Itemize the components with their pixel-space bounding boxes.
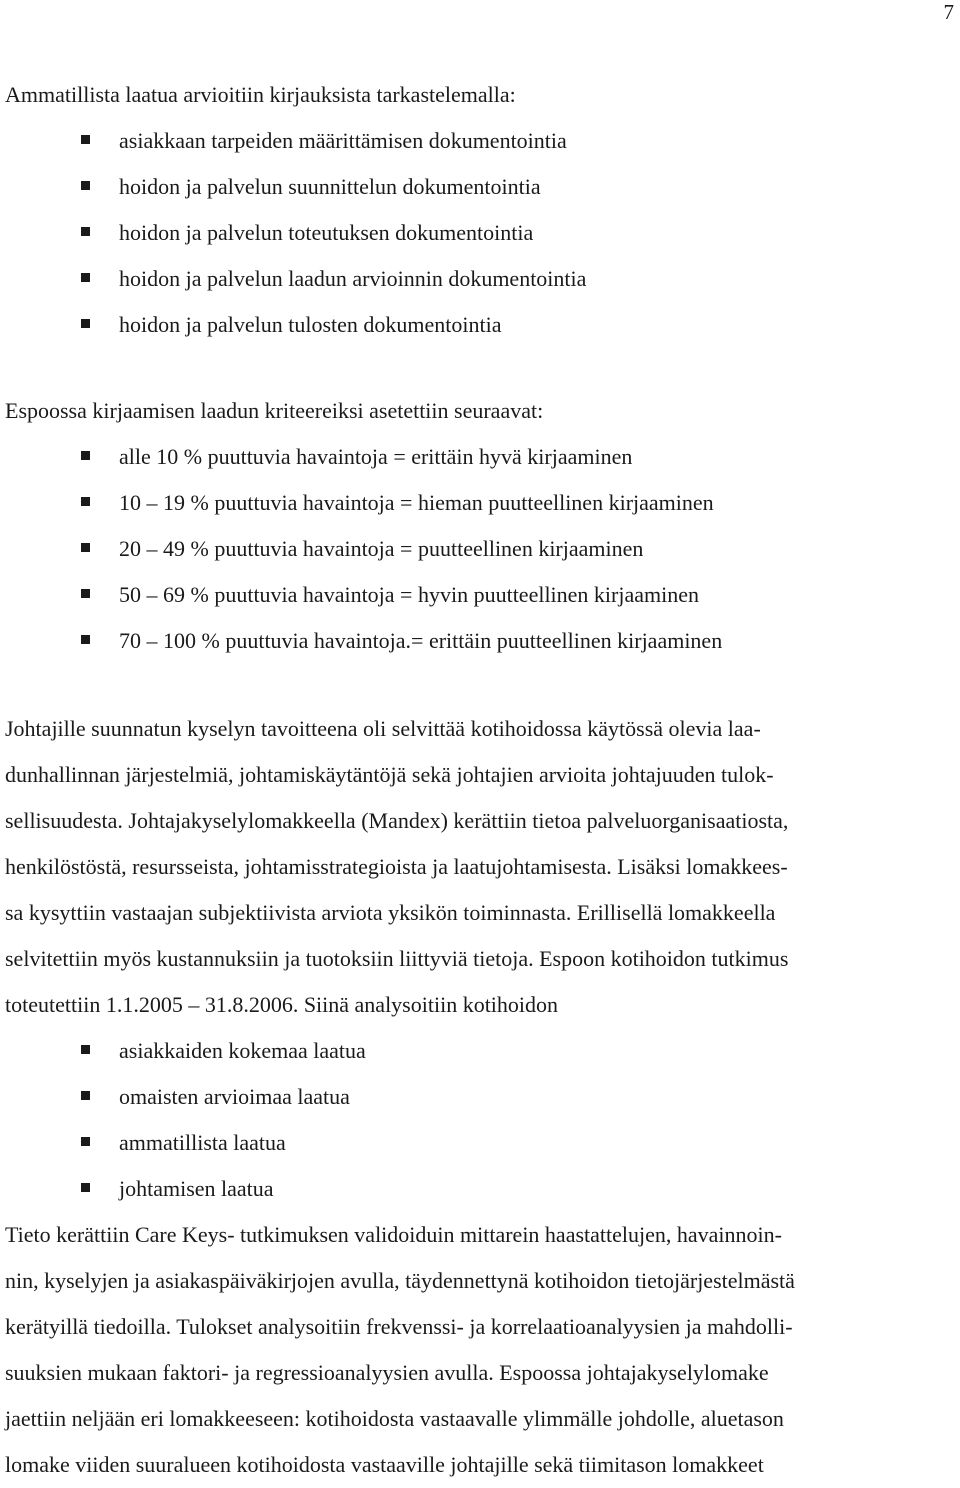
section2-intro: Espoossa kirjaamisen laadun kriteereiksi asetettiin seuraavat:	[5, 398, 544, 423]
section4-paragraph	[5, 1212, 930, 1488]
paragraph-line: sa kysyttiin vastaajan subjektiivista arviota yksikön toiminnasta. Erillisellä lomakkeella	[5, 900, 776, 925]
square-bullet-icon	[81, 543, 90, 552]
section1-intro: Ammatillista laatua arvioitiin kirjauksista tarkastelemalla:	[5, 82, 516, 107]
square-bullet-icon	[81, 319, 90, 328]
paragraph-line: jaettiin neljään eri lomakkeeseen: kotihoidosta vastaavalle ylimmälle johdolle, aluetason	[5, 1406, 784, 1431]
paragraph-line: suuksien mukaan faktori- ja regressioanalyysien avulla. Espoossa johtajakyselylomake	[5, 1360, 769, 1385]
square-bullet-icon	[81, 497, 90, 506]
section2-list	[5, 434, 930, 664]
paragraph-line: Tieto kerättiin Care Keys- tutkimuksen validoiduin mittarein haastattelujen, havainnoin-	[5, 1222, 782, 1247]
list-item: johtamisen laatua	[81, 1166, 930, 1212]
spacer	[5, 664, 930, 706]
list-item: ammatillista laatua	[81, 1120, 930, 1166]
paragraph-line: henkilöstöstä, resursseista, johtamisstrategioista ja laatujohtamisesta. Lisäksi lomakkees-	[5, 854, 788, 879]
paragraph-line: nin, kyselyjen ja asiakaspäiväkirjojen avulla, täydennettynä kotihoidon tietojärjestelmästä	[5, 1268, 795, 1293]
square-bullet-icon	[81, 227, 90, 236]
square-bullet-icon	[81, 635, 90, 644]
section1-list	[5, 118, 930, 348]
square-bullet-icon	[81, 1137, 90, 1146]
paragraph-line: toteutettiin 1.1.2005 – 31.8.2006. Siinä analysoitiin kotihoidon	[5, 992, 559, 1017]
page-number: 7	[943, 0, 954, 24]
spacer	[5, 348, 930, 388]
list-item: asiakkaan tarpeiden määrittämisen dokumentointia	[81, 118, 930, 164]
list-item: hoidon ja palvelun laadun arvioinnin dokumentointia	[81, 256, 930, 302]
square-bullet-icon	[81, 1091, 90, 1100]
paragraph-line: sellisuudesta. Johtajakyselylomakkeella (Mandex) kerättiin tietoa palveluorganisaatiosta,	[5, 808, 789, 833]
square-bullet-icon	[81, 273, 90, 282]
list-item: 70 – 100 % puuttuvia havaintoja.= erittäin puutteellinen kirjaaminen	[81, 618, 930, 664]
square-bullet-icon	[81, 181, 90, 190]
paragraph-line: kerätyillä tiedoilla. Tulokset analysoitiin frekvenssi- ja korrelaatioanalyysien ja mahdolli-	[5, 1314, 793, 1339]
paragraph-line: selvitettiin myös kustannuksiin ja tuotoksiin liittyviä tietoja. Espoon kotihoidon tutkimus	[5, 946, 789, 971]
document-body	[5, 72, 930, 1488]
list-item: 20 – 49 % puuttuvia havaintoja = puutteellinen kirjaaminen	[81, 526, 930, 572]
paragraph-line: lomake viiden suuralueen kotihoidosta vastaaville johtajille sekä tiimitason lomakkeet	[5, 1452, 764, 1477]
paragraph-line: dunhallinnan järjestelmiä, johtamiskäytäntöjä sekä johtajien arvioita johtajuuden tulok-	[5, 762, 774, 787]
square-bullet-icon	[81, 589, 90, 598]
square-bullet-icon	[81, 135, 90, 144]
square-bullet-icon	[81, 451, 90, 460]
list-item: alle 10 % puuttuvia havaintoja = erittäin hyvä kirjaaminen	[81, 434, 930, 480]
list-item: omaisten arvioimaa laatua	[81, 1074, 930, 1120]
paragraph-line: Johtajille suunnatun kyselyn tavoitteena oli selvittää kotihoidossa käytössä olevia laa-	[5, 716, 761, 741]
square-bullet-icon	[81, 1045, 90, 1054]
list-item: hoidon ja palvelun toteutuksen dokumentointia	[81, 210, 930, 256]
list-item: 50 – 69 % puuttuvia havaintoja = hyvin puutteellinen kirjaaminen	[81, 572, 930, 618]
list-item: 10 – 19 % puuttuvia havaintoja = hieman puutteellinen kirjaaminen	[81, 480, 930, 526]
section3-paragraph	[5, 706, 930, 1028]
list-item: asiakkaiden kokemaa laatua	[81, 1028, 930, 1074]
list-item: hoidon ja palvelun tulosten dokumentointia	[81, 302, 930, 348]
section3-list	[5, 1028, 930, 1212]
square-bullet-icon	[81, 1183, 90, 1192]
list-item: hoidon ja palvelun suunnittelun dokumentointia	[81, 164, 930, 210]
